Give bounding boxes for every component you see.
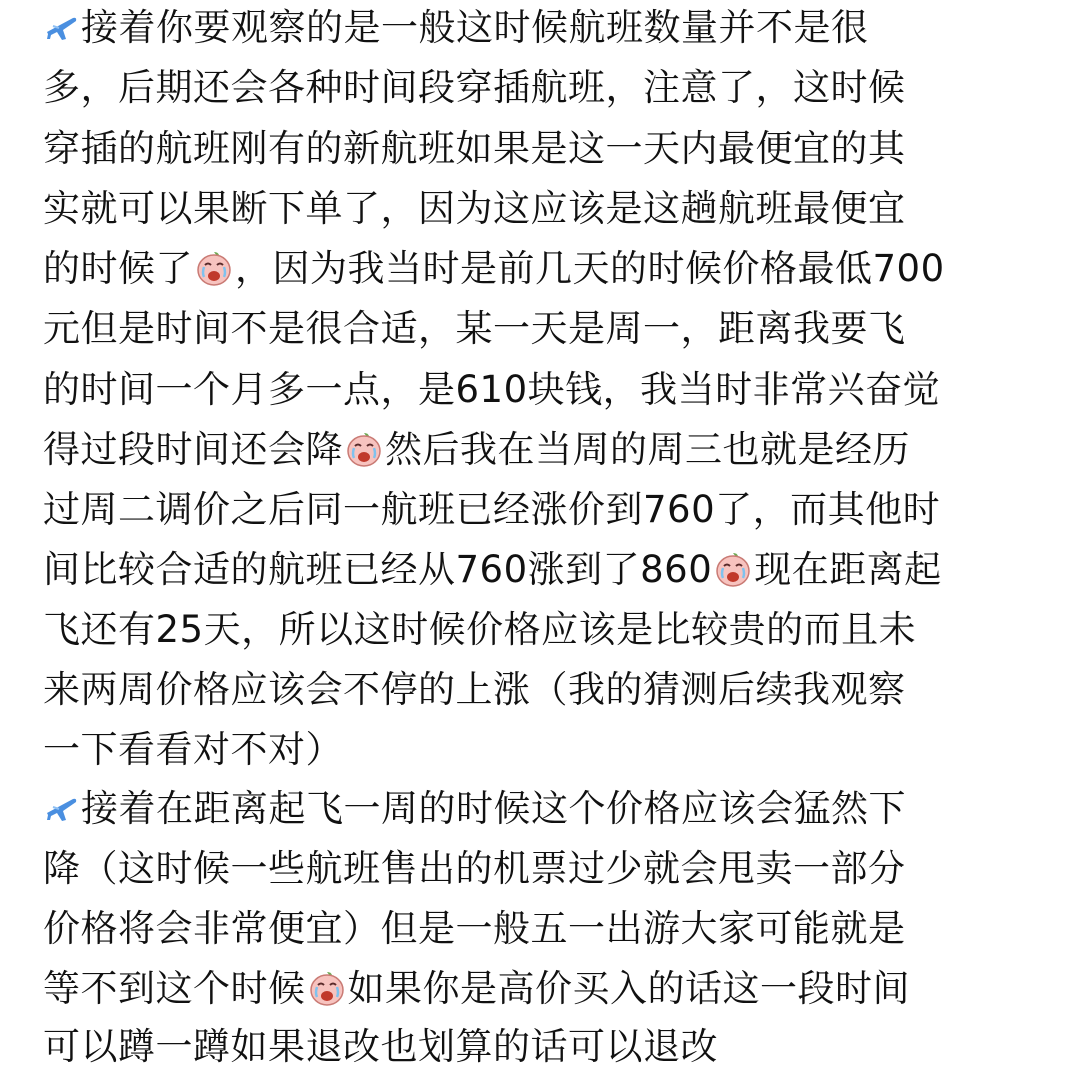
text-line [43,959,910,1019]
line-text: 价格将会非常便宜）但是一般五一出游大家可能就是 [43,907,906,950]
line-text: 然后我在当周的周三也就是经历 [385,428,910,471]
line-text: 元但是时间不是很合适，某一天是周一，距离我要飞 [43,307,906,350]
line-text: 等不到这个时候 [43,967,306,1010]
text-line [43,360,940,420]
airplane-icon [43,12,79,42]
line-text: 得过段时间还会降 [43,428,343,471]
text-line [43,839,906,899]
text-line [43,899,906,959]
text-line [43,420,910,480]
crying-face-icon [714,550,752,588]
line-text: 实就可以果断下单了，因为这应该是这趟航班最便宜 [43,187,906,230]
text-line [43,179,906,239]
line-text: 间比较合适的航班已经从760涨到了860 [43,548,713,591]
line-text: 来两周价格应该会不停的上涨（我的猜测后续我观察 [43,668,906,711]
line-text: 过周二调价之后同一航班已经涨价到760了，而其他时 [43,488,941,531]
line-text: 可以蹲一蹲如果退改也划算的话可以退改 [43,1025,718,1068]
text-line [43,720,343,780]
crying-face-icon [345,430,383,468]
text-line [43,600,916,660]
text-line [43,779,906,839]
line-text: 现在距离起 [754,548,942,591]
line-text: 降（这时候一些航班售出的机票过少就会甩卖一部分 [43,847,906,890]
line-text: 穿插的航班刚有的新航班如果是这一天内最便宜的其 [43,127,906,170]
line-text: 飞还有25天，所以这时候价格应该是比较贵的而且未 [43,608,917,651]
text-line [43,58,906,118]
text-line [43,239,945,299]
text-line [43,299,906,359]
text-line [43,1017,718,1077]
line-text: 一下看看对不对） [43,728,343,771]
text-line [43,540,942,600]
text-line [43,660,906,720]
line-text: 多，后期还会各种时间段穿插航班，注意了，这时候 [43,66,906,109]
text-line [43,0,869,58]
line-text: 如果你是高价买入的话这一段时间 [347,967,910,1010]
crying-face-icon [195,249,233,287]
line-text: 接着你要观察的是一般这时候航班数量并不是很 [81,6,869,49]
text-line [43,480,940,540]
line-text: ，因为我当时是前几天的时候价格最低700 [235,247,945,290]
line-text: 的时候了 [43,247,193,290]
text-line [43,119,906,179]
crying-face-icon [308,969,346,1007]
line-text: 接着在距离起飞一周的时候这个价格应该会猛然下 [81,787,906,830]
line-text: 的时间一个月多一点，是610块钱，我当时非常兴奋觉 [43,368,941,411]
airplane-icon [43,793,79,823]
